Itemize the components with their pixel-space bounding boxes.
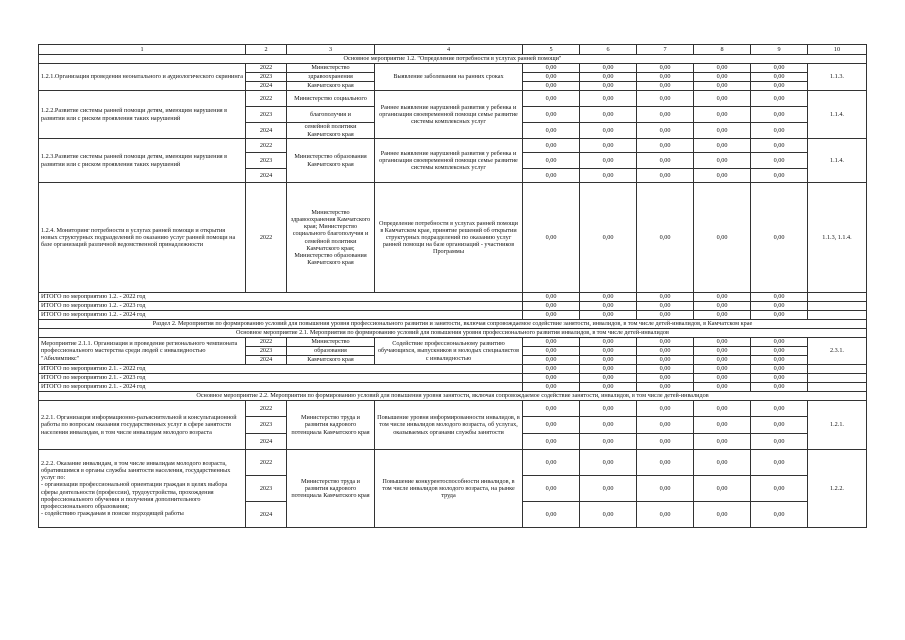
empty-cell (808, 365, 867, 374)
result-cell: Определение потребности в услугах ранней помощи в Камчатском крае, принятие решений об открытии структурных подразделений по оказанию услуг ранней помощи на базе организаций - участников Программы (375, 183, 523, 293)
value-cell: 0,00 (580, 293, 637, 302)
year-cell: 2022 (246, 401, 287, 417)
value-cell: 0,00 (694, 347, 751, 356)
value-cell: 0,00 (637, 139, 694, 153)
executor-cell: Министерство труда и развития кадрового потенциала Камчатского края (287, 401, 375, 450)
total-row (39, 374, 867, 383)
value-cell: 0,00 (637, 64, 694, 73)
value-cell: 0,00 (694, 107, 751, 123)
section-title-1-2: Основное мероприятие 1.2. "Определение потребности в услугах ранней помощи" (39, 55, 867, 64)
year-cell: 2023 (246, 153, 287, 169)
activity-name: 2.2.1. Организация информационно-разъяснительной и консультационной работы по вопросам оказания государственных услуг в сфере занятости населения инвалидам, в том числе инвалидам молодого возраста (39, 401, 246, 450)
value-cell: 0,00 (637, 374, 694, 383)
value-cell: 0,00 (580, 417, 637, 434)
table-row (39, 91, 867, 107)
empty-cell (808, 383, 867, 392)
value-cell: 0,00 (580, 338, 637, 347)
value-cell: 0,00 (751, 356, 808, 365)
value-cell: 0,00 (580, 153, 637, 169)
value-cell: 0,00 (751, 169, 808, 183)
year-cell: 2023 (246, 417, 287, 434)
value-cell: 0,00 (580, 450, 637, 476)
value-cell: 0,00 (637, 383, 694, 392)
header-cell: 4 (375, 45, 523, 55)
value-cell: 0,00 (523, 139, 580, 153)
section-title-2-2: Основное мероприятие 2.2. Мероприятия по формированию условий для повышения уровня занятости, включая сопровождаемое содействие занятости, инвалидов, в том числе детей-инвалидов (39, 392, 867, 401)
value-cell: 0,00 (580, 107, 637, 123)
section-title-2-1: Основное мероприятие 2.1. Мероприятия по формированию условий для повышения уровня профессионального развития инвалидов, в том числе детей-инвалидов (39, 329, 867, 338)
value-cell: 0,00 (580, 91, 637, 107)
header-cell: 2 (246, 45, 287, 55)
value-cell: 0,00 (751, 338, 808, 347)
value-cell: 0,00 (694, 302, 751, 311)
year-cell: 2023 (246, 347, 287, 356)
activity-name-line: - организации профессиональной ориентации граждан в целях выбора сферы деятельности (профессии), трудоустройства, прохождения профессионального обучения и получения дополнительного профессионального образования; (41, 481, 228, 510)
value-cell: 0,00 (694, 417, 751, 434)
value-cell: 0,00 (637, 347, 694, 356)
value-cell: 0,00 (637, 401, 694, 417)
value-cell: 0,00 (694, 374, 751, 383)
value-cell: 0,00 (523, 417, 580, 434)
activity-name: 1.2.1.Организация проведения неонатального и аудиологического скрининга (39, 64, 246, 91)
header-cell: 9 (751, 45, 808, 55)
value-cell: 0,00 (580, 73, 637, 82)
value-cell: 0,00 (637, 365, 694, 374)
link-cell: 1.2.2. (808, 450, 867, 528)
value-cell: 0,00 (694, 183, 751, 293)
empty-cell (808, 293, 867, 302)
value-cell: 0,00 (751, 64, 808, 73)
value-cell: 0,00 (637, 73, 694, 82)
value-cell: 0,00 (751, 293, 808, 302)
year-cell: 2023 (246, 73, 287, 82)
result-cell: Повышение уровня информированности инвалидов, в том числе инвалидов молодого возраста, об услугах, оказываемых органами службы занятости (375, 401, 523, 450)
executor-cell: Министерство образования Камчатского края (287, 139, 375, 183)
header-cell: 1 (39, 45, 246, 55)
activity-name (39, 450, 246, 528)
link-cell: 1.1.3. (808, 64, 867, 91)
year-cell: 2022 (246, 64, 287, 73)
empty-cell (808, 302, 867, 311)
result-cell: Содействие профессиональному развитию обучающихся, выпускников и молодых специалистов с инвалидностью (375, 338, 523, 365)
value-cell: 0,00 (580, 123, 637, 139)
table-row (39, 183, 867, 293)
header-cell: 5 (523, 45, 580, 55)
total-row (39, 383, 867, 392)
value-cell: 0,00 (523, 169, 580, 183)
link-cell: 1.1.4. (808, 139, 867, 183)
value-cell: 0,00 (694, 73, 751, 82)
value-cell: 0,00 (523, 293, 580, 302)
value-cell: 0,00 (637, 183, 694, 293)
value-cell: 0,00 (751, 73, 808, 82)
executor-cell: Камчатского края (287, 356, 375, 365)
table-row (39, 338, 867, 347)
value-cell: 0,00 (523, 73, 580, 82)
total-row (39, 293, 867, 302)
executor-cell: благополучия и (287, 107, 375, 123)
table-row (39, 139, 867, 153)
value-cell: 0,00 (580, 383, 637, 392)
value-cell: 0,00 (523, 153, 580, 169)
section-title-2: Раздел 2. Мероприятия по формированию условий для повышения уровня профессионального развития и занятости, включая сопровождаемое содействие занятости, инвалидов, в том числе детей-инвалидов, в Камчатском крае (39, 320, 867, 329)
value-cell: 0,00 (580, 476, 637, 502)
value-cell: 0,00 (751, 91, 808, 107)
value-cell: 0,00 (580, 64, 637, 73)
value-cell: 0,00 (523, 64, 580, 73)
total-row (39, 311, 867, 320)
empty-cell (808, 374, 867, 383)
value-cell: 0,00 (523, 383, 580, 392)
year-cell: 2024 (246, 502, 287, 528)
link-cell: 1.1.3, 1.1.4. (808, 183, 867, 293)
program-activities-table (38, 44, 867, 528)
value-cell: 0,00 (637, 311, 694, 320)
value-cell: 0,00 (523, 347, 580, 356)
executor-cell: образования (287, 347, 375, 356)
value-cell: 0,00 (694, 356, 751, 365)
year-cell: 2024 (246, 434, 287, 450)
value-cell: 0,00 (523, 107, 580, 123)
value-cell: 0,00 (751, 365, 808, 374)
header-row (39, 45, 867, 55)
value-cell: 0,00 (751, 374, 808, 383)
value-cell: 0,00 (637, 450, 694, 476)
total-label: ИТОГО по мероприятию 1.2. - 2023 год (39, 302, 523, 311)
activity-name-line: - содействию гражданам в поиске подходящей работы (41, 509, 184, 517)
value-cell: 0,00 (580, 82, 637, 91)
year-cell: 2022 (246, 338, 287, 347)
year-cell: 2022 (246, 450, 287, 476)
value-cell: 0,00 (580, 311, 637, 320)
value-cell: 0,00 (751, 401, 808, 417)
value-cell: 0,00 (637, 356, 694, 365)
activity-name: Мероприятие 2.1.1. Организация и проведение регионального чемпионата профессионального мастерства среди людей с инвалидностью "Абилимпикс" (39, 338, 246, 365)
activity-name: 1.2.2.Развитие системы ранней помощи детям, имеющим нарушения в развитии или с риском проявления таких нарушений (39, 91, 246, 139)
total-row (39, 365, 867, 374)
value-cell: 0,00 (694, 338, 751, 347)
year-cell: 2022 (246, 139, 287, 153)
value-cell: 0,00 (751, 107, 808, 123)
value-cell: 0,00 (523, 338, 580, 347)
header-cell: 8 (694, 45, 751, 55)
value-cell: 0,00 (694, 401, 751, 417)
value-cell: 0,00 (694, 169, 751, 183)
executor-cell: Министерство труда и развития кадрового потенциала Камчатского края (287, 450, 375, 528)
value-cell: 0,00 (580, 302, 637, 311)
value-cell: 0,00 (523, 123, 580, 139)
value-cell: 0,00 (694, 383, 751, 392)
value-cell: 0,00 (523, 401, 580, 417)
value-cell: 0,00 (580, 347, 637, 356)
value-cell: 0,00 (523, 476, 580, 502)
executor-cell: Министерство (287, 338, 375, 347)
result-cell: Выявление заболевания на ранних сроках (375, 64, 523, 91)
activity-name-line: 2.2.2. Оказание инвалидам, в том числе инвалидам молодого возраста, обратившимся в органы службы занятости населения, государственных услуг по: (41, 460, 231, 482)
result-cell: Раннее выявление нарушений развития у ребенка и организация своевременной помощи семье развитие системы комплексных услуг (375, 91, 523, 139)
value-cell: 0,00 (694, 153, 751, 169)
program-table-page (38, 44, 866, 528)
table-row (39, 64, 867, 73)
year-cell: 2022 (246, 183, 287, 293)
value-cell: 0,00 (523, 434, 580, 450)
total-label: ИТОГО по мероприятию 2.1. - 2023 год (39, 374, 523, 383)
result-cell: Раннее выявление нарушений развития у ребенка и организация своевременной помощи семье развитие системы комплексных услуг (375, 139, 523, 183)
value-cell: 0,00 (751, 139, 808, 153)
value-cell: 0,00 (580, 169, 637, 183)
value-cell: 0,00 (523, 374, 580, 383)
value-cell: 0,00 (637, 123, 694, 139)
executor-cell: Камчатского края (287, 82, 375, 91)
value-cell: 0,00 (751, 502, 808, 528)
link-cell: 1.1.4. (808, 91, 867, 139)
value-cell: 0,00 (694, 293, 751, 302)
link-cell: 1.2.1. (808, 401, 867, 450)
value-cell: 0,00 (694, 82, 751, 91)
value-cell: 0,00 (637, 434, 694, 450)
header-cell: 10 (808, 45, 867, 55)
value-cell: 0,00 (523, 302, 580, 311)
value-cell: 0,00 (751, 123, 808, 139)
value-cell: 0,00 (523, 183, 580, 293)
value-cell: 0,00 (637, 107, 694, 123)
value-cell: 0,00 (580, 365, 637, 374)
value-cell: 0,00 (694, 123, 751, 139)
total-label: ИТОГО по мероприятию 2.1. - 2022 год (39, 365, 523, 374)
value-cell: 0,00 (694, 476, 751, 502)
value-cell: 0,00 (580, 434, 637, 450)
value-cell: 0,00 (580, 139, 637, 153)
executor-cell: Министерство социального (287, 91, 375, 107)
executor-cell: Министерство (287, 64, 375, 73)
value-cell: 0,00 (694, 502, 751, 528)
value-cell: 0,00 (523, 82, 580, 91)
value-cell: 0,00 (637, 502, 694, 528)
value-cell: 0,00 (523, 356, 580, 365)
value-cell: 0,00 (751, 347, 808, 356)
total-row (39, 302, 867, 311)
value-cell: 0,00 (637, 338, 694, 347)
year-cell: 2024 (246, 169, 287, 183)
table-row (39, 401, 867, 417)
empty-cell (808, 311, 867, 320)
value-cell: 0,00 (580, 502, 637, 528)
value-cell: 0,00 (637, 293, 694, 302)
value-cell: 0,00 (637, 91, 694, 107)
value-cell: 0,00 (637, 302, 694, 311)
value-cell: 0,00 (523, 450, 580, 476)
executor-cell: здравоохранения (287, 73, 375, 82)
year-cell: 2022 (246, 91, 287, 107)
value-cell: 0,00 (523, 365, 580, 374)
total-label: ИТОГО по мероприятию 1.2. - 2022 год (39, 293, 523, 302)
link-cell: 2.3.1. (808, 338, 867, 365)
value-cell: 0,00 (694, 450, 751, 476)
activity-name: 1.2.3.Развитие системы ранней помощи детям, имеющим нарушения в развитии или с риском проявления таких нарушений (39, 139, 246, 183)
year-cell: 2024 (246, 356, 287, 365)
value-cell: 0,00 (751, 82, 808, 91)
value-cell: 0,00 (637, 169, 694, 183)
value-cell: 0,00 (523, 311, 580, 320)
value-cell: 0,00 (751, 434, 808, 450)
year-cell: 2024 (246, 123, 287, 139)
year-cell: 2023 (246, 107, 287, 123)
value-cell: 0,00 (751, 476, 808, 502)
value-cell: 0,00 (580, 356, 637, 365)
value-cell: 0,00 (751, 302, 808, 311)
value-cell: 0,00 (580, 183, 637, 293)
value-cell: 0,00 (523, 91, 580, 107)
value-cell: 0,00 (580, 374, 637, 383)
value-cell: 0,00 (637, 417, 694, 434)
value-cell: 0,00 (751, 183, 808, 293)
total-label: ИТОГО по мероприятию 2.1. - 2024 год (39, 383, 523, 392)
value-cell: 0,00 (637, 476, 694, 502)
value-cell: 0,00 (694, 434, 751, 450)
activity-name: 1.2.4. Мониторинг потребности в услугах ранней помощи и открытия новых структурных подразделений по оказанию услуг ранней помощи на базе организаций различной ведомственной принадлежности (39, 183, 246, 293)
value-cell: 0,00 (637, 82, 694, 91)
value-cell: 0,00 (523, 502, 580, 528)
value-cell: 0,00 (637, 153, 694, 169)
result-cell: Повышение конкурентоспособности инвалидов, в том числе инвалидов молодого возраста, на рынке труда (375, 450, 523, 528)
value-cell: 0,00 (580, 401, 637, 417)
value-cell: 0,00 (694, 64, 751, 73)
total-label: ИТОГО по мероприятию 1.2. - 2024 год (39, 311, 523, 320)
year-cell: 2023 (246, 476, 287, 502)
executor-cell: Министерство здравоохранения Камчатского края; Министерство социального благополучия и семейной политики Камчатского края; Министерство образования Камчатского края (287, 183, 375, 293)
value-cell: 0,00 (751, 383, 808, 392)
value-cell: 0,00 (694, 365, 751, 374)
executor-cell: семейной политики Камчатского края (287, 123, 375, 139)
value-cell: 0,00 (751, 153, 808, 169)
value-cell: 0,00 (751, 311, 808, 320)
value-cell: 0,00 (694, 139, 751, 153)
header-cell: 6 (580, 45, 637, 55)
value-cell: 0,00 (694, 311, 751, 320)
table-row (39, 450, 867, 476)
header-cell: 3 (287, 45, 375, 55)
header-cell: 7 (637, 45, 694, 55)
value-cell: 0,00 (751, 417, 808, 434)
value-cell: 0,00 (694, 91, 751, 107)
value-cell: 0,00 (751, 450, 808, 476)
year-cell: 2024 (246, 82, 287, 91)
